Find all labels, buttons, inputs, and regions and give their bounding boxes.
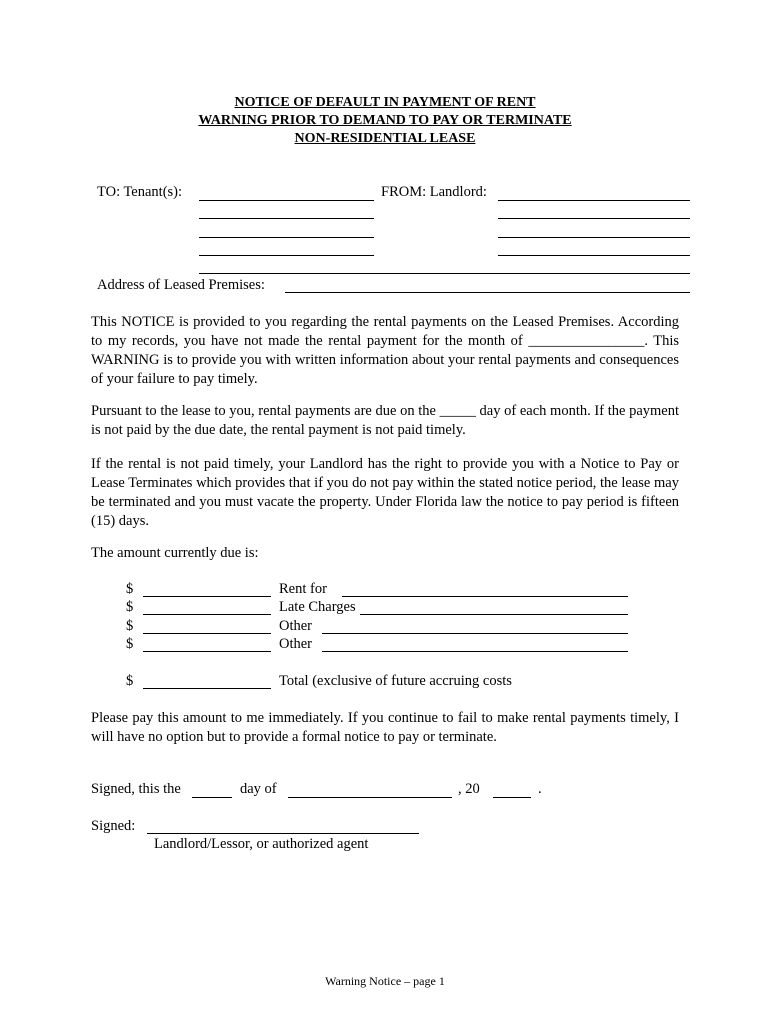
amount-field-rent[interactable] (143, 596, 271, 597)
amount-row-label-other-2: Other (279, 636, 313, 652)
from-landlord-label: FROM: Landlord: (381, 184, 487, 200)
signed-label: Signed: (91, 818, 136, 834)
landlord-name-field-1[interactable] (498, 200, 690, 201)
late-charges-description-field[interactable] (360, 614, 628, 615)
amount-row-label-late-charges: Late Charges (279, 599, 356, 615)
due-date-text: Pursuant to the lease to you, rental payments are due on the _____ day of each month. If the payment is not paid by the due date, the rental payment is not paid timely. (91, 403, 679, 438)
due-date-paragraph (91, 402, 679, 440)
rights-text: If the rental is not paid timely, your Landlord has the right to provide you with a Notice to Pay or Lease Terminates which provides that if you do not pay within the stated notice period, the lease may be terminated and you must vacate the property. Under Florida law the notice to pay period is fifteen (15) days. (91, 456, 679, 529)
amount-row-label-rent: Rent for (279, 581, 327, 597)
amount-row-label-other-1: Other (279, 618, 313, 634)
signed-this-label: Signed, this the (91, 781, 181, 797)
year-prefix-label: , 20 (458, 781, 480, 797)
to-tenant-label: TO: Tenant(s): (97, 184, 183, 200)
title-line-1: NOTICE OF DEFAULT IN PAYMENT OF RENT (234, 95, 536, 110)
currency-symbol: $ (126, 581, 134, 597)
currency-symbol: $ (126, 636, 134, 652)
amount-field-other-1[interactable] (143, 633, 271, 634)
tenant-name-field-2[interactable] (199, 218, 374, 219)
currency-symbol: $ (126, 599, 134, 615)
signed-day-field[interactable] (192, 797, 232, 798)
address-field-line-2[interactable] (285, 292, 690, 293)
landlord-name-field-3[interactable] (498, 237, 690, 238)
amount-field-total[interactable] (143, 688, 271, 689)
title-line-3: NON-RESIDENTIAL LEASE (294, 131, 476, 146)
notice-text-b: . This WARNING is to provide you with written information about your rental payments and consequences of your failure to pay timely. (91, 333, 680, 387)
tenant-name-field-1[interactable] (199, 200, 374, 201)
address-label: Address of Leased Premises: (97, 277, 265, 293)
notice-paragraph (91, 313, 679, 389)
signed-month-field[interactable] (288, 797, 452, 798)
pay-request-text: Please pay this amount to me immediately. If you continue to fail to make rental payments timely, I will have no option but to provide a formal notice to pay or terminate. (91, 710, 679, 745)
title-line-2: WARNING PRIOR TO DEMAND TO PAY OR TERMINATE (198, 113, 572, 128)
amount-field-late-charges[interactable] (143, 614, 271, 615)
day-of-label: day of (240, 781, 277, 797)
rent-description-field[interactable] (342, 596, 628, 597)
pay-request-paragraph (91, 709, 679, 747)
amount-intro: The amount currently due is: (91, 545, 259, 561)
other-description-field-2[interactable] (322, 651, 628, 652)
signer-caption: Landlord/Lessor, or authorized agent (154, 836, 369, 852)
currency-symbol: $ (126, 618, 134, 634)
notice-text-a: This NOTICE is provided to you regarding the rental payments on the Leased Premises. According to my records, you have not made the rental payment for the month of (91, 314, 679, 349)
signed-year-field[interactable] (493, 797, 531, 798)
landlord-name-field-2[interactable] (498, 218, 690, 219)
rights-paragraph (91, 455, 679, 531)
total-label: Total (exclusive of future accruing costs (279, 673, 512, 689)
amount-field-other-2[interactable] (143, 651, 271, 652)
signature-line[interactable] (147, 833, 419, 834)
page-footer: Warning Notice – page 1 (325, 974, 445, 988)
other-description-field-1[interactable] (322, 633, 628, 634)
landlord-name-field-4[interactable] (498, 255, 690, 256)
tenant-name-field-4[interactable] (199, 255, 374, 256)
tenant-name-field-3[interactable] (199, 237, 374, 238)
date-period: . (538, 781, 542, 797)
currency-symbol: $ (126, 673, 134, 689)
address-field-line-1[interactable] (199, 273, 690, 274)
month-blank[interactable]: ________________ (528, 333, 645, 349)
